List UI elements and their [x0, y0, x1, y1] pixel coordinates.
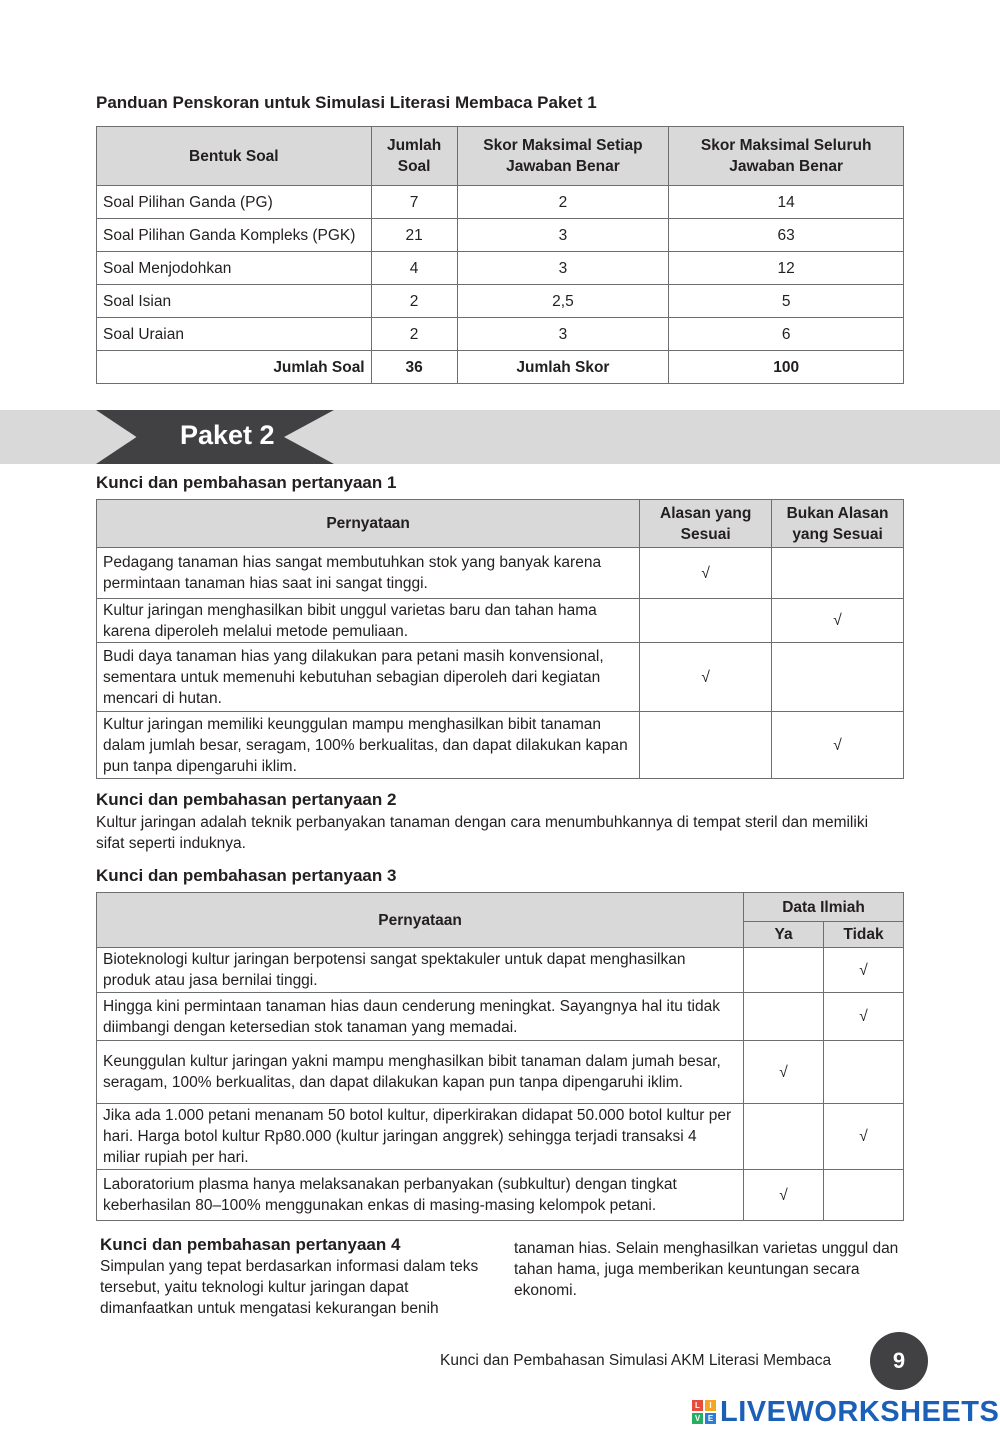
- check-cell: [824, 1041, 904, 1104]
- total-skor-label: Jumlah Skor: [457, 351, 669, 384]
- check-cell: √: [772, 599, 904, 643]
- statement-cell: Kultur jaringan menghasilkan bibit unggul varietas baru dan tahan hama karena diperoleh melalui metode pemuliaan.: [97, 599, 640, 643]
- q2-body: Kultur jaringan adalah teknik perbanyakan tanaman dengan cara menumbuhkannya di tempat steril dan memiliki sifat seperti induknya.: [96, 814, 869, 852]
- total-soal-value: 36: [371, 351, 457, 384]
- total-soal-label: Jumlah Soal: [97, 351, 372, 384]
- table-cell: 63: [669, 219, 904, 252]
- check-cell: √: [744, 1170, 824, 1221]
- table-cell: 2: [457, 186, 669, 219]
- q3-title: Kunci dan pembahasan pertanyaan 3: [96, 866, 397, 885]
- q3-header-pernyataan: Pernyataan: [97, 893, 744, 948]
- table-cell: 4: [371, 252, 457, 285]
- statement-cell: Jika ada 1.000 petani menanam 50 botol kultur, diperkirakan didapat 50.000 botol kultur per hari. Harga botol kultur Rp80.000 (kultur jaringan anggrek) sehingga terjadi transaksi 4 miliar rupiah per hari.: [97, 1104, 744, 1170]
- check-cell: [744, 993, 824, 1041]
- statement-cell: Hingga kini permintaan tanaman hias daun cenderung meningkat. Sayangnya hal itu tidak diimbangi dengan ketersedian stok tanaman yang memadai.: [97, 993, 744, 1041]
- check-cell: [640, 712, 772, 779]
- check-cell: [744, 948, 824, 993]
- check-cell: √: [824, 948, 904, 993]
- check-cell: √: [640, 643, 772, 712]
- q1-title: Kunci dan pembahasan pertanyaan 1: [96, 473, 397, 492]
- scoring-table: [96, 126, 904, 384]
- section1-title: Panduan Penskoran untuk Simulasi Literasi Membaca Paket 1: [96, 93, 597, 112]
- table-cell: 14: [669, 186, 904, 219]
- table-cell: 3: [457, 219, 669, 252]
- check-cell: [824, 1170, 904, 1221]
- statement-cell: Kultur jaringan memiliki keunggulan mampu menghasilkan bibit tanaman dalam jumlah besar, seragam, 100% berkualitas, dan dapat dilakukan kapan pun tanpa dipengaruhi iklim.: [97, 712, 640, 779]
- statement-cell: Budi daya tanaman hias yang dilakukan para petani masih konvensional, sementara untuk memenuhi kebutuhan sebagian diperoleh dari kegiatan mencari di hutan.: [97, 643, 640, 712]
- logo-letter: E: [705, 1413, 716, 1424]
- statement-cell: Keunggulan kultur jaringan yakni mampu menghasilkan bibit tanaman dalam jumah besar, seragam, 100% berkualitas, dan dapat dilakukan kapan pun tanpa dipengaruhi iklim.: [97, 1041, 744, 1104]
- paket-banner-label: Paket 2: [180, 420, 275, 450]
- footer-text: Kunci dan Pembahasan Simulasi AKM Literasi Membaca: [440, 1352, 832, 1369]
- table-cell: 2,5: [457, 285, 669, 318]
- q1-header-bukan-alasan: Bukan Alasan yang Sesuai: [772, 500, 904, 548]
- logo-letter: L: [692, 1400, 703, 1411]
- q3-header-ya: Ya: [744, 922, 824, 948]
- table-cell: 2: [371, 285, 457, 318]
- check-cell: √: [640, 548, 772, 599]
- total-skor-value: 100: [669, 351, 904, 384]
- q1-table: [96, 499, 904, 779]
- table-cell: 6: [669, 318, 904, 351]
- check-cell: [744, 1104, 824, 1170]
- table-cell: 12: [669, 252, 904, 285]
- q2-title: Kunci dan pembahasan pertanyaan 2: [96, 790, 397, 809]
- table-cell: 7: [371, 186, 457, 219]
- table-cell: 21: [371, 219, 457, 252]
- check-cell: √: [772, 712, 904, 779]
- q4-col2: tanaman hias. Selain menghasilkan varietas unggul dan tahan hama, juga memberikan keuntungan secara ekonomi.: [514, 1240, 899, 1299]
- check-cell: √: [824, 1104, 904, 1170]
- table-cell: Soal Menjodohkan: [97, 252, 372, 285]
- q3-header-data-ilmiah: Data Ilmiah: [744, 893, 904, 922]
- header-jumlah-soal: Jumlah Soal: [371, 127, 457, 186]
- check-cell: [772, 643, 904, 712]
- q1-header-pernyataan: Pernyataan: [97, 500, 640, 548]
- header-bentuk-soal: Bentuk Soal: [97, 127, 372, 186]
- table-cell: 5: [669, 285, 904, 318]
- q1-header-alasan: Alasan yang Sesuai: [640, 500, 772, 548]
- liveworksheets-logo: [692, 1396, 999, 1428]
- logo-letter: V: [692, 1413, 703, 1424]
- header-skor-setiap: Skor Maksimal Setiap Jawaban Benar: [457, 127, 669, 186]
- table-cell: Soal Isian: [97, 285, 372, 318]
- table-cell: 3: [457, 252, 669, 285]
- q4-title: Kunci dan pembahasan pertanyaan 4: [100, 1235, 401, 1254]
- q4-col1: Simpulan yang tepat berdasarkan informasi dalam teks tersebut, yaitu teknologi kultur jaringan dapat dimanfaatkan untuk mengatasi kekurangan benih: [100, 1258, 479, 1317]
- q3-table: [96, 892, 904, 1221]
- liveworksheets-icon: [692, 1400, 716, 1424]
- table-cell: Soal Uraian: [97, 318, 372, 351]
- page-number: 9: [870, 1332, 928, 1390]
- check-cell: [772, 548, 904, 599]
- q3-header-tidak: Tidak: [824, 922, 904, 948]
- table-cell: 3: [457, 318, 669, 351]
- table-cell: 2: [371, 318, 457, 351]
- table-cell: Soal Pilihan Ganda Kompleks (PGK): [97, 219, 372, 252]
- check-cell: [640, 599, 772, 643]
- liveworksheets-wordmark: LIVEWORKSHEETS: [720, 1395, 1000, 1428]
- header-skor-seluruh: Skor Maksimal Seluruh Jawaban Benar: [669, 127, 904, 186]
- statement-cell: Bioteknologi kultur jaringan berpotensi sangat spektakuler untuk dapat menghasilkan produk atau jasa bernilai tinggi.: [97, 948, 744, 993]
- table-cell: Soal Pilihan Ganda (PG): [97, 186, 372, 219]
- logo-letter: I: [705, 1400, 716, 1411]
- check-cell: √: [824, 993, 904, 1041]
- statement-cell: Laboratorium plasma hanya melaksanakan perbanyakan (subkultur) dengan tingkat keberhasilan 80–100% menggunakan enkas di masing-masing kelompok petani.: [97, 1170, 744, 1221]
- statement-cell: Pedagang tanaman hias sangat membutuhkan stok yang banyak karena permintaan tanaman hias saat ini sangat tinggi.: [97, 548, 640, 599]
- check-cell: √: [744, 1041, 824, 1104]
